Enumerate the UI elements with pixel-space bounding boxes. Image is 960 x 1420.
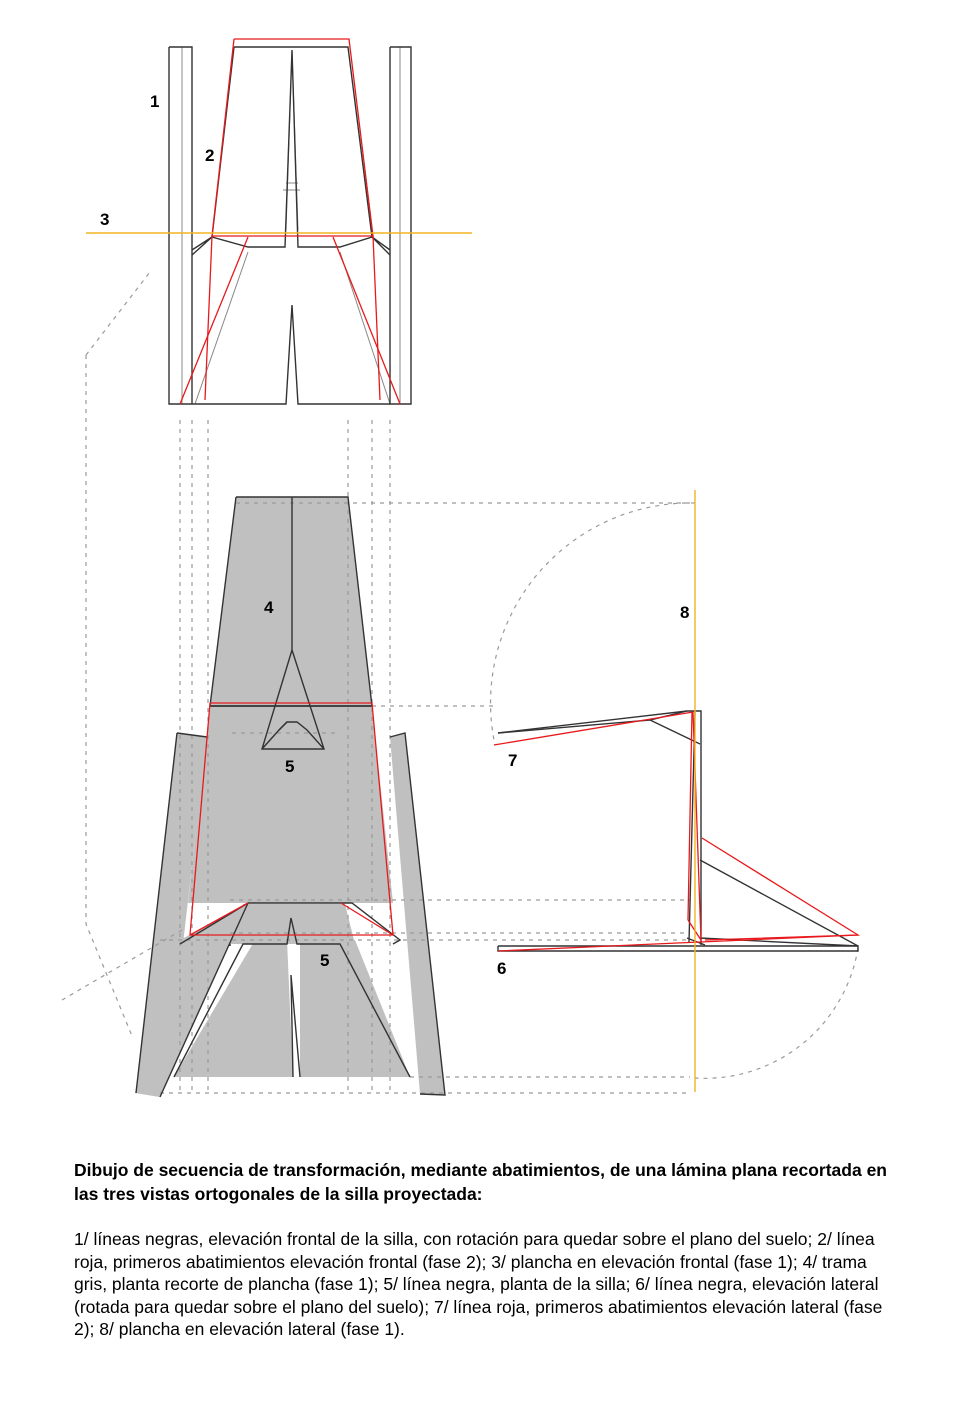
label-6: 6 [497, 959, 507, 978]
label-3: 3 [100, 210, 110, 229]
label-7: 7 [508, 751, 518, 770]
rotation-arc [695, 948, 858, 1078]
thin-grey-lines [182, 47, 400, 404]
grey-sheet-cutout-fill [135, 497, 445, 1097]
figure-caption [74, 1158, 894, 1341]
fold-edge [205, 236, 212, 400]
label-8: 8 [680, 603, 690, 622]
chair-edge [212, 47, 372, 247]
projection-line [86, 355, 132, 1036]
chair-edge [169, 47, 192, 404]
grey-panel [300, 940, 410, 1077]
chair-edge [700, 860, 858, 946]
chair-edge [498, 711, 701, 945]
chair-edge [291, 975, 300, 1077]
rotation-arc [491, 503, 695, 745]
label-2: 2 [205, 146, 215, 165]
thin-line [195, 252, 248, 404]
grey-panel [188, 706, 393, 903]
label-1: 1 [150, 92, 160, 111]
chair-edge [650, 720, 700, 744]
fold-edge [373, 236, 380, 400]
caption-body: 1/ líneas negras, elevación frontal de la silla, con rotación para quedar sobre el plano del suelo; 2/ línea roja, primeros abatimientos elevación frontal (fase 2); 3/ plancha en elevación frontal (fase 1); 4/ trama gris, planta recorte de plancha (fase 1); 5/ línea negra, planta de la silla; 6/ línea negra, elevación lateral (rotada para quedar sobre el plano del suelo); 7/ línea roja, primeros abatimientos elevación lateral (fase 2); 8/ plancha en elevación lateral (fase 1). [74, 1229, 883, 1339]
caption-title: Dibujo de secuencia de transformación, mediante abatimientos, de una lámina plana recortada en las tres vistas ortogonales de la silla proyectada: [74, 1160, 887, 1204]
label-4: 4 [264, 598, 274, 617]
fold-edge [180, 237, 248, 404]
chair-edge [192, 237, 212, 255]
grey-panel [390, 733, 445, 1095]
fold-edge [494, 712, 701, 940]
chair-edge [372, 237, 390, 255]
label-5b: 5 [320, 951, 330, 970]
chair-edge [169, 47, 192, 404]
chair-edge [192, 305, 390, 404]
fold-edge [702, 838, 858, 940]
projection-line [86, 272, 150, 355]
label-5a: 5 [285, 757, 295, 776]
